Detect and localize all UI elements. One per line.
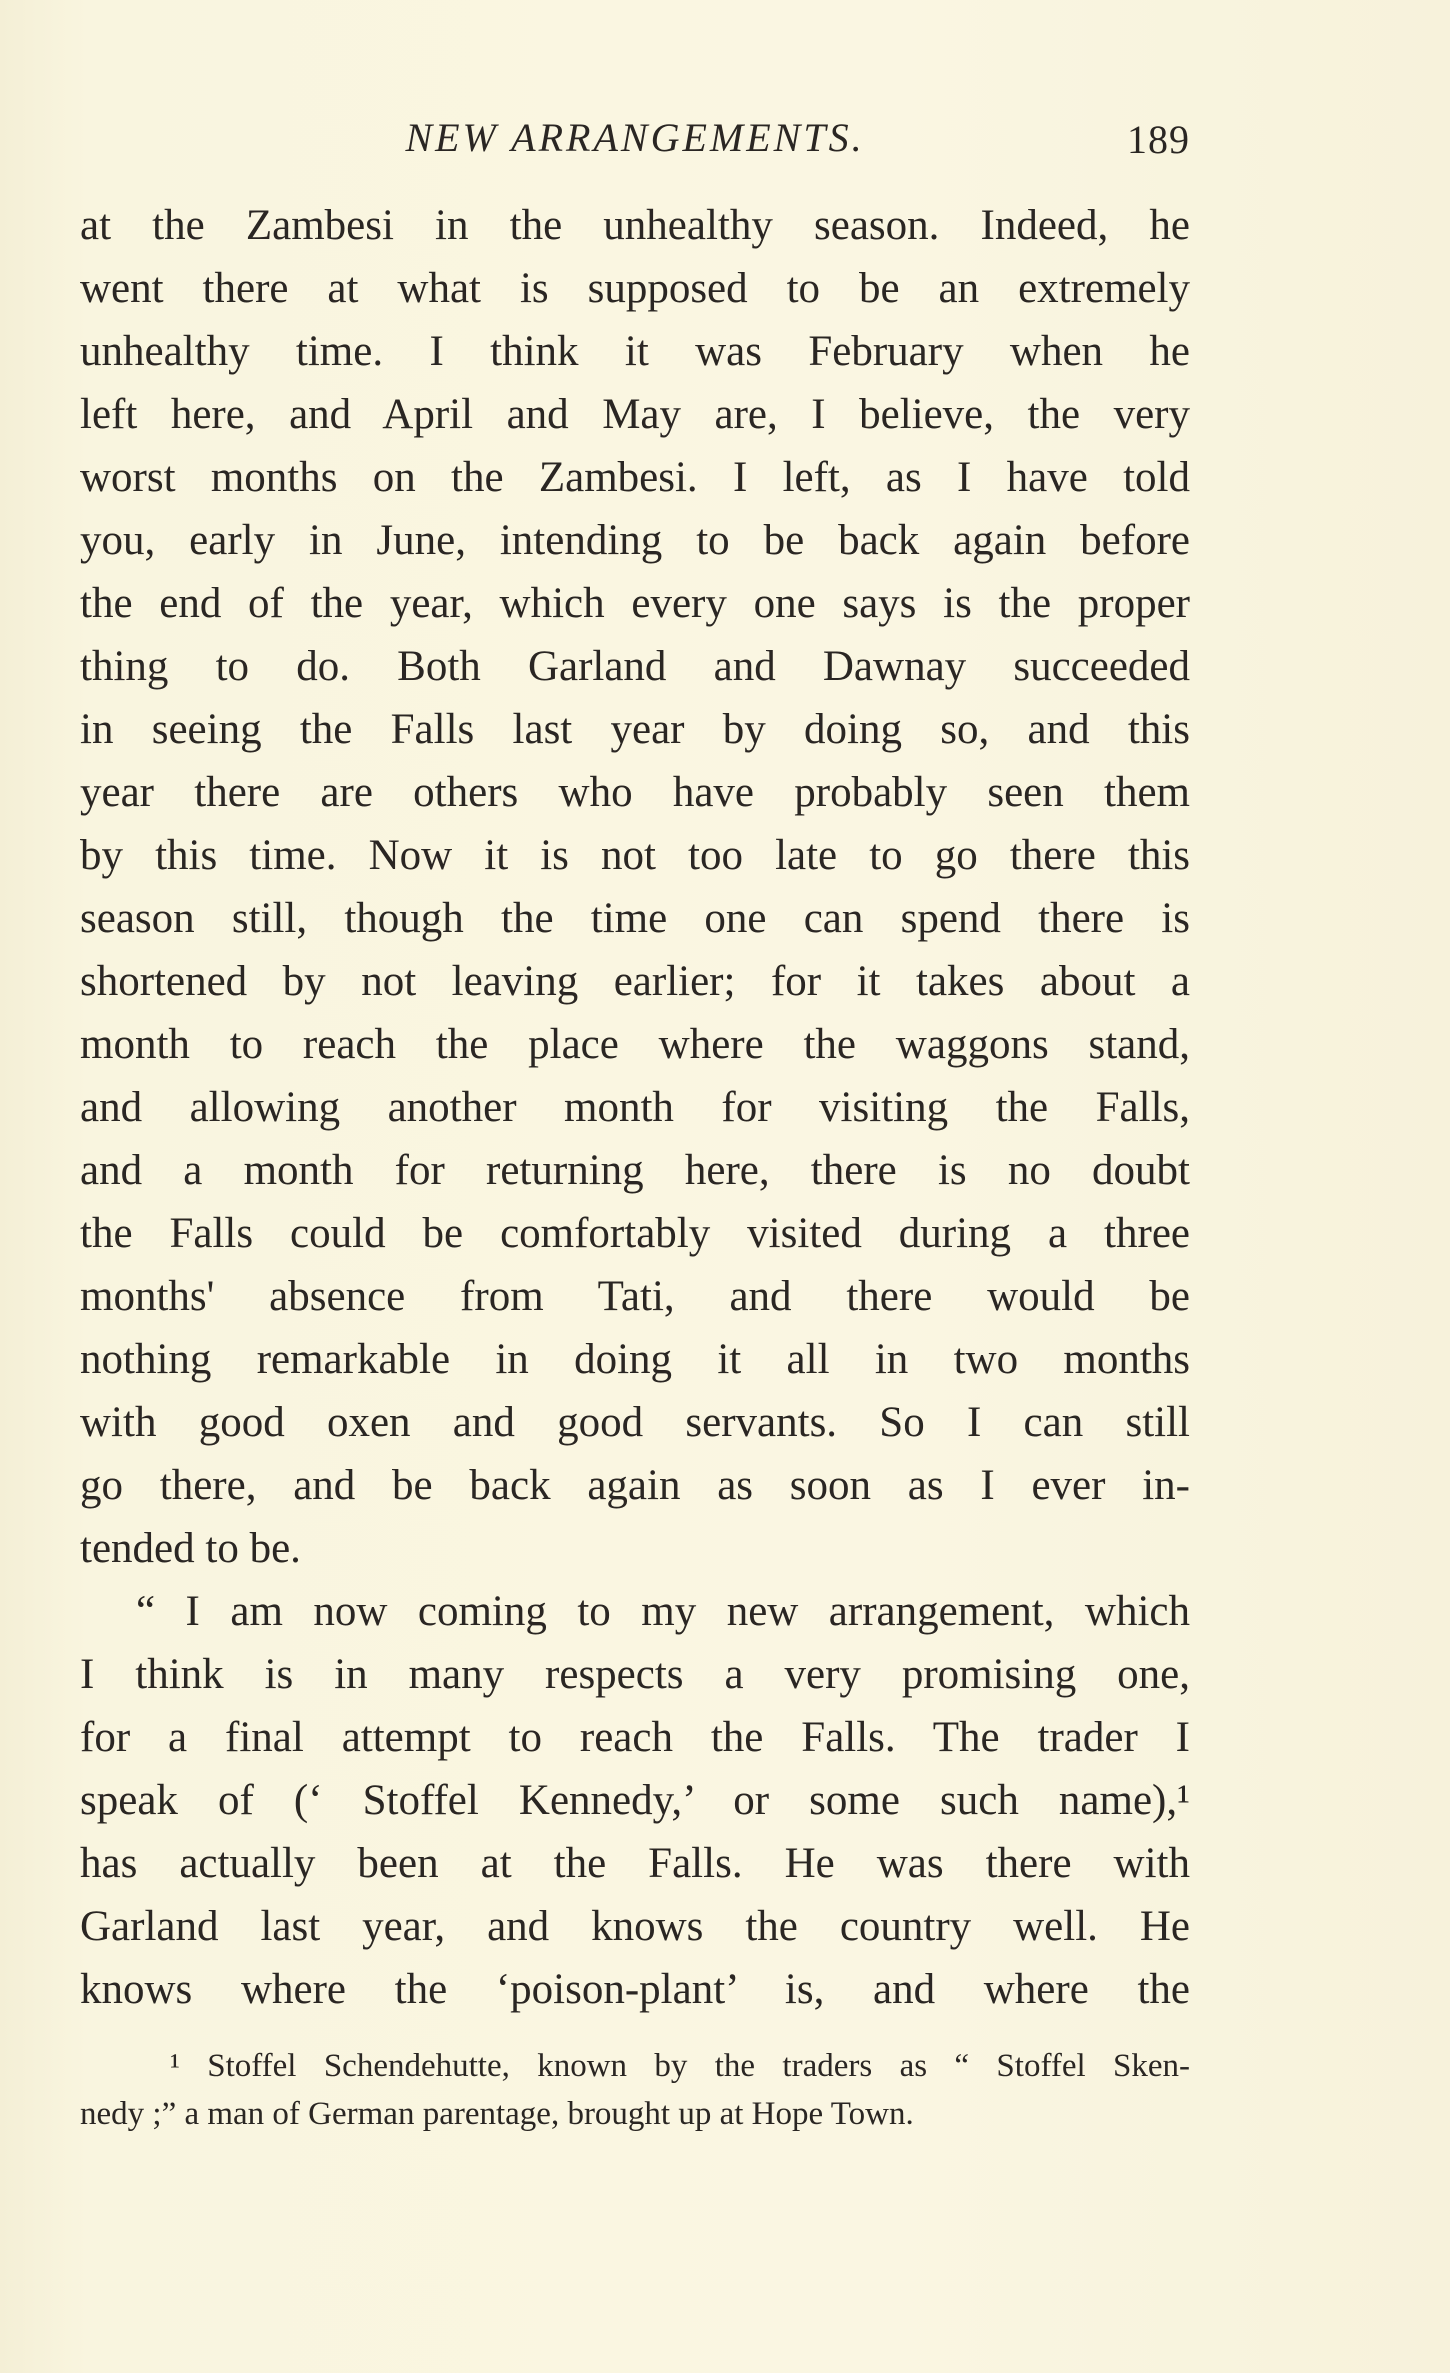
- text-line: month to reach the place where the waggons stand,: [80, 1021, 1190, 1068]
- text-line: and allowing another month for visiting the Falls,: [80, 1084, 1190, 1131]
- text-line: the Falls could be comfortably visited during a three: [80, 1210, 1190, 1257]
- text-line: months' absence from Tati, and there would be: [80, 1273, 1190, 1320]
- text-line: with good oxen and good servants. So I can still: [80, 1399, 1190, 1446]
- text-line: Garland last year, and knows the country well. He: [80, 1903, 1190, 1950]
- text-line: went there at what is supposed to be an extremely: [80, 265, 1190, 312]
- running-head: [80, 108, 1190, 168]
- text-line: go there, and be back again as soon as I ever in-: [80, 1462, 1190, 1509]
- text-line: shortened by not leaving earlier; for it takes about a: [80, 958, 1190, 1005]
- text-line: nothing remarkable in doing it all in two months: [80, 1336, 1190, 1383]
- text-line: season still, though the time one can spend there is: [80, 895, 1190, 942]
- footnote-line: ¹ Stoffel Schendehutte, known by the traders as “ Stoffel Sken-: [170, 2048, 1190, 2084]
- page-number: 189: [1127, 117, 1190, 162]
- text-line: thing to do. Both Garland and Dawnay succeeded: [80, 643, 1190, 690]
- text-line: in seeing the Falls last year by doing so, and this: [80, 706, 1190, 753]
- text-line: at the Zambesi in the unhealthy season. Indeed, he: [80, 202, 1190, 249]
- text-line: has actually been at the Falls. He was there with: [80, 1840, 1190, 1887]
- text-line: I think is in many respects a very promising one,: [80, 1651, 1190, 1698]
- text-line: the end of the year, which every one says is the proper: [80, 580, 1190, 627]
- text-line: knows where the ‘poison-plant’ is, and where the: [80, 1966, 1190, 2013]
- text-line: by this time. Now it is not too late to go there this: [80, 832, 1190, 879]
- text-line: “ I am now coming to my new arrangement, which: [136, 1588, 1190, 1635]
- text-line: left here, and April and May are, I believe, the very: [80, 391, 1190, 438]
- body-text: [80, 194, 1190, 2021]
- text-line: unhealthy time. I think it was February when he: [80, 328, 1190, 375]
- text-line: year there are others who have probably seen them: [80, 769, 1190, 816]
- footnote: [80, 2042, 1190, 2138]
- text-line: speak of (‘ Stoffel Kennedy,’ or some such name),¹: [80, 1777, 1190, 1824]
- footnote-line: nedy ;” a man of German parentage, brought up at Hope Town.: [80, 2096, 914, 2132]
- text-line: worst months on the Zambesi. I left, as I have told: [80, 454, 1190, 501]
- text-line: tended to be.: [80, 1525, 301, 1572]
- text-line: you, early in June, intending to be back again before: [80, 517, 1190, 564]
- text-line: and a month for returning here, there is no doubt: [80, 1147, 1190, 1194]
- running-title: NEW ARRANGEMENTS.: [405, 115, 865, 160]
- text-line: for a final attempt to reach the Falls. The trader I: [80, 1714, 1190, 1761]
